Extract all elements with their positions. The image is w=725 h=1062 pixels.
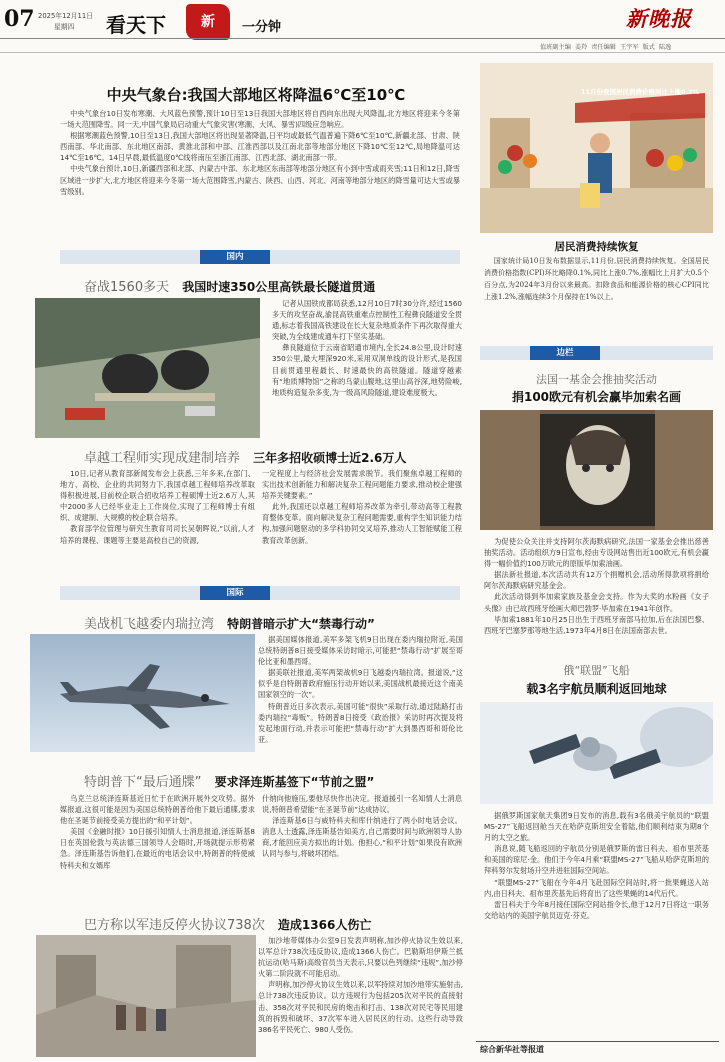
lead-body [60, 108, 460, 197]
gaza-body [258, 935, 463, 1035]
tunnel-photo [35, 298, 260, 438]
engineer-paragraph: 10日,记者从教育部新闻发布会上获悉,三年多来,在部门、地方、高校、企业的共同努力下,我国卓越工程师培养改革取得积极进展,目前校企联合招收培养工程硕博士近2.6万人,其中2000多人已经毕业走上工作岗位,实现了工程师博士有组织、成建制、大规模的校企联合培养。 [60, 469, 255, 523]
page-number: 07 [4, 6, 35, 32]
tunnel-paragraph: 彝良隧道位于云南省昭通市境内,全长24.8公里,设计时速350公里,最大埋深920米,采用双洞单线的设计形式,是我国目前贯通里程最长、时速最快的高铁隧道。隧道穿越素有“地质博物馆”之称的乌蒙山腹地,这里山高谷深,地势险峻,地质构造复杂多变,为一级高风险隧道,建设难度极大。 [272, 343, 462, 397]
engineer-kicker: 卓越工程师实现成建制培养 [84, 451, 241, 466]
masthead-rule [0, 38, 725, 39]
cpi-chart-caption: 11月份我国居民消费价格同比上涨0.7% [580, 88, 700, 96]
tag-domestic: 国内 [200, 250, 270, 264]
soyuz-paragraph: 消息说,随飞船返回的宇航员分别是俄罗斯的雷日科夫、祖布里茨基和美国的琼尼·金。他们于今年4月乘“联盟MS-27”飞船从哈萨克斯坦的拜科努尔发射场升空并进驻国际空间站。 [484, 844, 709, 876]
column-name: 一分钟 [242, 20, 282, 35]
fighter-photo [30, 634, 255, 752]
tunnel-illustration [35, 298, 260, 438]
picasso-title: 捐100欧元有机会赢毕加索名画 [511, 390, 682, 404]
gaza-photo [36, 935, 256, 1057]
tunnel-headline [84, 276, 464, 295]
deadline-paragraph: 什纳向他施压,要他尽快作出决定。报道援引一名知情人士消息说,特朗普希望能“在圣诞节前”达成协议。 [262, 794, 462, 815]
engineer-body-col2 [262, 468, 462, 546]
engineer-paragraph: 一定程度上与经济社会发展需求脱节。我们聚焦卓越工程师的实出技术创新能力和解决复杂工程问题能力要求,推动校企建强培养关键要素。” [262, 469, 462, 501]
tunnel-title: 我国时速350公里高铁最长隧道贯通 [182, 280, 376, 294]
fighter-body [258, 634, 463, 745]
engineer-title: 三年多招收硕博士近2.6万人 [253, 451, 407, 465]
fighter-paragraph: 据美国媒体报道,美军多架飞机9日出现在委内瑞拉附近,美国总统特朗普8日接受媒体采访时暗示,可能把“禁毒行动”扩展至哥伦比亚和墨西哥。 [258, 635, 463, 667]
newspaper-logo: 新晚报 [626, 6, 692, 31]
picasso-paragraph: 为促使公众关注并支持阿尔茨海默病研究,法国一家基金会推出慈善抽奖活动。活动组织方9日宣布,经由专设网站售出近100欧元,有机会赢得一幅价值约100万欧元的原版毕加索油画。 [484, 537, 709, 569]
deadline-headline [84, 771, 464, 790]
cpi-paragraph: 国家统计局10日发布数据显示,11月份,居民消费持续恢复。全国居民消费价格指数(CPI)环比略降0.1%,同比上涨0.7%,涨幅比上月扩大0.5个百分点,为2024年3月份以来最高。扣除食品和能源价格的核心CPI同比上涨1.2%,涨幅连续3个月保持在1%以上。 [484, 257, 709, 301]
soyuz-paragraph: 雷日科夫于今年8月接任国际空间站指令长,他于12月7日将这一职务交给站内的美国宇航员迈克·芬克。 [484, 899, 709, 920]
tunnel-paragraph: 记者从国铁成都局获悉,12月10日7时30分许,经过1560多天的攻坚奋战,渝昆高铁重难点控制性工程彝良隧道安全贯通,标志着我国高铁建设在长大复杂地质条件下再次取得重大突破,为全线建成通车打下坚实基础。 [272, 299, 462, 342]
gaza-kicker: 巴方称以军违反停火协议738次 [84, 918, 265, 933]
cpi-infographic [480, 63, 713, 233]
deadline-title: 要求泽连斯基签下“节前之盟” [214, 775, 375, 789]
soyuz-paragraph: “联盟MS-27”飞船在今年4月飞赴国际空间站时,将一批果蝇送入站内,由日科夫、祖布里茨基先后将育出了这些果蝇的14代后代。 [484, 877, 709, 898]
picasso-paragraph: 据法新社报道,本次活动共有12万个捐赠机会,活动所得款项将捐给阿尔茨海默病研究基金会。 [484, 570, 709, 591]
lead-paragraph: 中央气象台预计,10日,新疆西部和北部、内蒙古中部、东北地区东南部等地部分地区有小到中雪或雨夹雪;11日和12日,降雪区域进一步扩大,北方地区将迎来今冬第一场大范围降雪,内蒙古、陕西、山西、河北、河南等地部分地区的降雪量可达大雪或暴雪级别。 [60, 164, 460, 196]
weekday: 星期四 [54, 23, 75, 31]
tag-intl: 国际 [200, 586, 270, 600]
publish-date: 2025年12月11日 [38, 12, 93, 20]
deadline-paragraph: 美国《金融时报》10日援引知情人士消息报道,泽连斯基8日在英国伦敦与英法德三国领导人会晤时,开场就提示形势紧急。泽连斯基告诉他们,在最近的电话会议中,特朗普的特使威特科夫和女婿库 [60, 827, 255, 870]
gaza-headline [84, 914, 464, 933]
footer-rule [476, 1041, 719, 1042]
soyuz-photo [480, 702, 713, 804]
picasso-painting-photo [480, 410, 713, 530]
gaza-paragraph: 声明称,加沙停火协议生效以来,以军持续对加沙地带实施射击,总计738次违反协议。以方违规行为包括205次对平民的直接射击、358次对平民和民房的炮击和打击、138次对民宅等民用建筑的拆毁和破坏、37次军车进入居民区的行动。这些行动导致386名平民死亡、980人受伤。 [258, 980, 463, 1034]
picasso-body [484, 536, 709, 636]
engineer-paragraph: 此外,我国还以卓越工程师培养改革为牵引,带动高等工程教育整体变革。面向解决复杂工程问题需要,重构学生知识能力结构,加强问题驱动的多学科协同交叉培养,推动人工智能赋能工程教育改革创新。 [262, 502, 462, 545]
soyuz-body [484, 810, 709, 921]
fighter-kicker: 美战机飞越委内瑞拉湾 [84, 617, 215, 632]
fighter-paragraph: 据美联社报道,美军两架战机9日飞越委内瑞拉湾。报道说,“这似乎是自特朗普政府施压行动开始以来,美国战机最接近这个南美国家领空的一次”。 [258, 668, 463, 700]
cpi-body [484, 255, 709, 303]
spacecraft-illustration [480, 702, 713, 804]
picasso-kicker: 法国一基金会推抽奖活动 [536, 373, 657, 386]
engineer-paragraph: 教育部学位管理与研究生教育司司长吴朝晖说,“以前,人才培养的课程、课题等主要是高校自己的资源, [60, 524, 255, 545]
fighter-paragraph: 特朗普近日多次表示,美国可能“很快”采取行动,通过陆路打击委内瑞拉“毒贩”。特朗普8日接受《政治报》采访时再次提及将发起地面行动,并表示可能把“禁毒行动”扩大到墨西哥和哥伦比亚。 [258, 701, 463, 744]
deadline-paragraph: 乌克兰总统泽连斯基近日忙于在欧洲开展外交攻势。据外媒报道,这很可能是因为美国总统特朗普给他下最后通牒,要求他在圣诞节前接受美方提出的“和平计划”。 [60, 794, 255, 826]
soyuz-paragraph: 据俄罗斯国家航天集团9日发布的消息,载有3名俄美宇航员的“联盟MS-27”飞船返回舱当天在哈萨克斯坦安全着陆,他们顺利结束为期8个月的太空之旅。 [484, 811, 709, 843]
picasso-paragraph: 此次活动得到毕加索家族及基金会支持。作为大奖的水粉画《女子头像》由已故西班牙绘画大师巴勃罗·毕加索在1941年创作。 [484, 592, 709, 613]
engineer-body-col1 [60, 468, 255, 546]
fighter-jet-illustration [30, 634, 255, 752]
fighter-headline [84, 613, 464, 632]
deadline-kicker: 特朗普下“最后通牒” [84, 775, 202, 790]
editor-credits: 值班副主编 姜羚 责任编辑 王宇军 版式 陆逸 [540, 44, 672, 51]
lead-headline: 中央气象台:我国大部地区将降温6℃至10℃ [106, 86, 406, 104]
rubble-illustration [36, 935, 256, 1057]
lead-paragraph: 根据寒潮蓝色预警,10日至13日,我国大部地区将出现显著降温,日平均或最低气温普遍下降6℃至10℃,新疆北部、甘肃、陕西南部、华北南部、东北地区南部、黄淮北部和中部、江淮西部以及江南北部等地部分地区下降10℃至12℃,局地降温可达14℃至16℃。14日早晨,最低温度0℃线将南压至浙江南部、江西北部、湖北南部一带。 [60, 131, 460, 163]
tunnel-kicker: 奋战1560多天 [84, 280, 170, 295]
engineer-headline [84, 447, 464, 466]
deadline-body-col2 [262, 793, 462, 860]
cpi-title: 居民消费持续恢复 [554, 241, 639, 253]
gaza-paragraph: 加沙地带媒体办公室9日发表声明称,加沙停火协议生效以来,以军总计738次违反协议,造成1366人伤亡。巴勒斯坦伊斯兰抵抗运动(哈马斯)高级官员当天表示,只要以色列继续“违规”,加沙停火第二阶段就不可能启动。 [258, 936, 463, 979]
tunnel-body [272, 298, 462, 398]
section-seal-logo: 新 [186, 4, 230, 40]
section-title: 看天下 [106, 13, 166, 37]
picasso-paragraph: 毕加索1881年10月25日出生于西班牙南部马拉加,后在法国巴黎、西班牙巴塞罗那等地生活,1973年4月8日在法国南部去世。 [484, 614, 709, 635]
picasso-painting [480, 410, 713, 530]
soyuz-kicker: 俄“联盟”飞船 [563, 664, 630, 677]
deadline-paragraph: 泽连斯基6日与威特科夫和库什纳进行了两小时电话会议。消息人士透露,泽连斯基告知美方,自己需要时间与欧洲领导人协商,才能回应美方拟出的计划。他担心,“和平计划”如果没有欧洲认同与参与,将破坏团结。 [262, 816, 462, 859]
lead-paragraph: 中央气象台10日发布寒潮、大风蓝色预警,预计10日至13日我国大部地区将自西向东出现大风降温,北方地区将迎来今冬第一场大范围降雪。同一天,中国气象局启动重大气象灾害(寒潮、大风、暴雪)四级应急响应。 [60, 109, 460, 130]
source-credit: 综合新华社等报道 [480, 1045, 544, 1054]
deadline-body-col1 [60, 793, 255, 871]
tag-frontier: 边栏 [530, 346, 600, 360]
masthead-rule-lower [0, 52, 725, 53]
soyuz-title: 载3名宇航员顺利返回地球 [526, 682, 667, 696]
fighter-title: 特朗普暗示扩大“禁毒行动” [227, 617, 375, 631]
gaza-title: 造成1366人伤亡 [277, 918, 372, 932]
